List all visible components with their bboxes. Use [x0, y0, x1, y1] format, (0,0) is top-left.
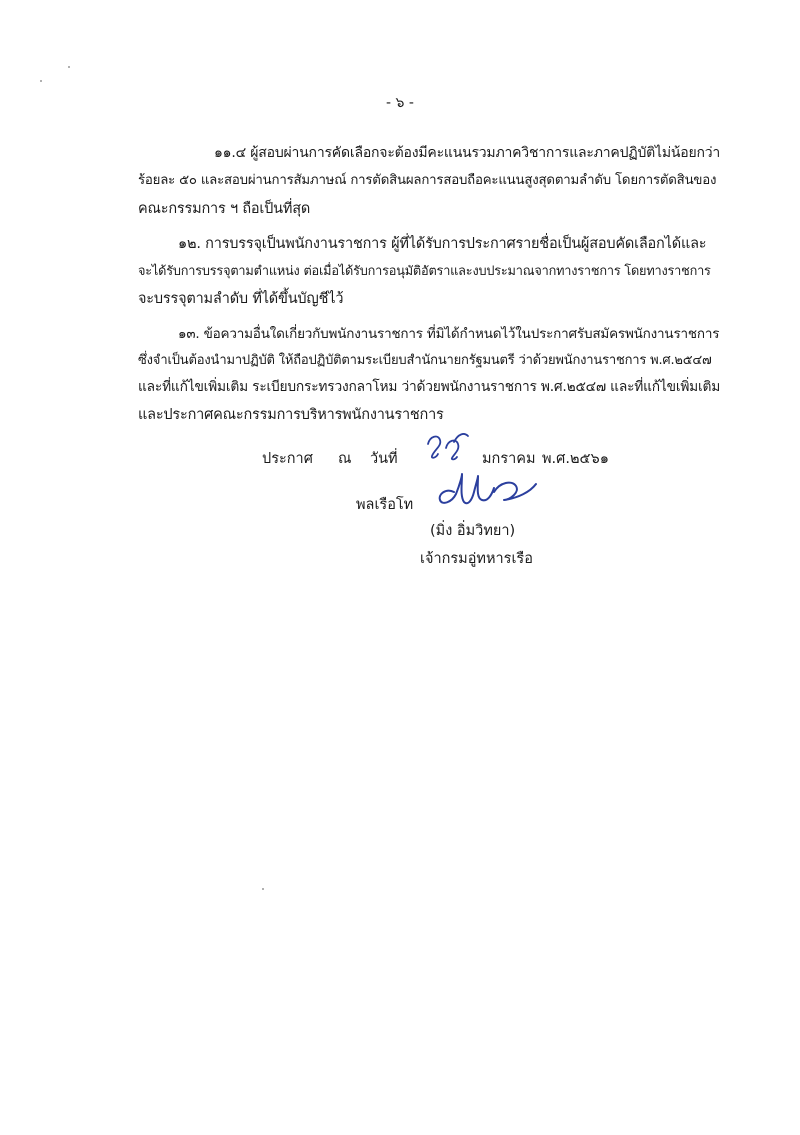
announcement-month: มกราคม — [482, 451, 536, 467]
paragraph-3-line-1: ๑๓. ข้อความอื่นใดเกี่ยวกับพนักงานราชการ ที่มิได้กำหนดไว้ในประกาศรับสมัครพนักงานราชการ — [178, 326, 720, 342]
paragraph-3-line-2: ซึ่งจำเป็นต้องนำมาปฏิบัติ ให้ถือปฏิบัติตามระเบียบสำนักนายกรัฐมนตรี ว่าด้วยพนักงานราชการ พ.ศ.๒๕๔๗ — [138, 353, 712, 368]
paragraph-2-line-3: จะบรรจุตามลำดับ ที่ได้ขึ้นบัญชีไว้ — [138, 291, 344, 307]
announcement-label: ประกาศ — [262, 451, 313, 467]
scan-speck — [262, 888, 264, 890]
announcement-year: พ.ศ.๒๕๖๑ — [542, 451, 609, 467]
signatory-position: เจ้ากรมอู่ทหารเรือ — [420, 551, 533, 567]
signature-image — [432, 470, 542, 510]
paragraph-1-line-2: ร้อยละ ๕๐ และสอบผ่านการสัมภาษณ์ การตัดสินผลการสอบถือคะแนนสูงสุดตามลำดับ โดยการตัดสินของ — [138, 173, 717, 188]
announcement-day-label: วันที่ — [370, 451, 398, 467]
paragraph-3-line-3: และที่แก้ไขเพิ่มเติม ระเบียบกระทรวงกลาโหม ว่าด้วยพนักงานราชการ พ.ศ.๒๕๔๗ และที่แก้ไขเพิ่มเติม — [138, 379, 721, 395]
paragraph-1-line-1: ๑๑.๔ ผู้สอบผ่านการคัดเลือกจะต้องมีคะแนนรวมภาควิชาการและภาคปฏิบัติไม่น้อยกว่า — [214, 145, 721, 161]
paragraph-1-line-3: คณะกรรมการ ฯ ถือเป็นที่สุด — [138, 201, 311, 217]
scan-speck — [40, 80, 42, 82]
paragraph-2-line-1: ๑๒. การบรรจุเป็นพนักงานราชการ ผู้ที่ได้รับการประกาศรายชื่อเป็นผู้สอบคัดเลือกได้และ — [178, 236, 707, 252]
scan-speck — [68, 66, 70, 68]
announcement-at: ณ — [338, 451, 352, 467]
signatory-rank: พลเรือโท — [356, 497, 414, 513]
paragraph-3-line-4: และประกาศคณะกรรมการบริหารพนักงานราชการ — [138, 407, 444, 423]
signatory-name: (มิ่ง อิ่มวิทยา) — [430, 523, 516, 539]
handwritten-day — [424, 428, 474, 464]
paragraph-2-line-2: จะได้รับการบรรจุตามตำแหน่ง ต่อเมื่อได้รับการอนุมัติอัตราและงบประมาณจากทางราชการ โดยทางราชการ — [138, 264, 711, 279]
page-number: - ๖ - — [386, 95, 414, 111]
